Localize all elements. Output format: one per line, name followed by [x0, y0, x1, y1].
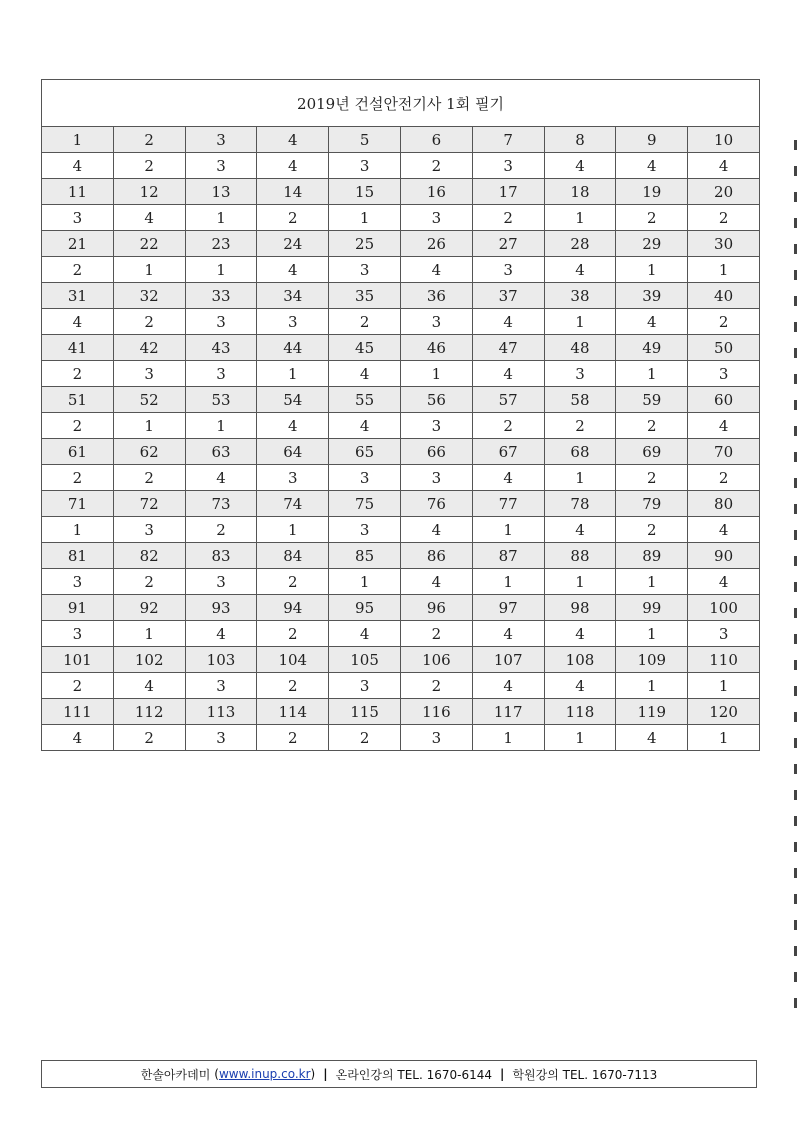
answer-value: 3 [185, 361, 257, 387]
answer-value: 2 [329, 725, 401, 751]
answer-row [42, 725, 760, 751]
question-number: 49 [616, 335, 688, 361]
question-number: 99 [616, 595, 688, 621]
question-number: 34 [257, 283, 329, 309]
question-number: 87 [472, 543, 544, 569]
question-number: 104 [257, 647, 329, 673]
question-number: 6 [400, 127, 472, 153]
question-number: 64 [257, 439, 329, 465]
answer-value: 3 [688, 361, 760, 387]
answer-row [42, 517, 760, 543]
answer-value: 4 [616, 309, 688, 335]
answer-value: 4 [400, 257, 472, 283]
answer-value: 1 [185, 257, 257, 283]
question-number: 37 [472, 283, 544, 309]
question-number: 114 [257, 699, 329, 725]
question-number: 98 [544, 595, 616, 621]
answer-value: 2 [257, 673, 329, 699]
question-number: 41 [42, 335, 114, 361]
answer-value: 1 [400, 361, 472, 387]
question-number: 106 [400, 647, 472, 673]
question-number: 13 [185, 179, 257, 205]
answer-value: 3 [329, 257, 401, 283]
answer-value: 2 [113, 725, 185, 751]
question-number: 44 [257, 335, 329, 361]
answer-value: 2 [113, 569, 185, 595]
answer-value: 4 [329, 621, 401, 647]
answer-value: 4 [472, 673, 544, 699]
answer-value: 2 [472, 413, 544, 439]
question-number: 19 [616, 179, 688, 205]
answer-value: 2 [688, 465, 760, 491]
answer-value: 1 [616, 569, 688, 595]
answer-value: 1 [329, 569, 401, 595]
answer-value: 3 [42, 621, 114, 647]
question-number: 17 [472, 179, 544, 205]
answer-value: 4 [400, 569, 472, 595]
answer-value: 1 [544, 205, 616, 231]
question-number: 69 [616, 439, 688, 465]
answer-value: 3 [185, 569, 257, 595]
question-number: 28 [544, 231, 616, 257]
answer-value: 4 [544, 153, 616, 179]
answer-value: 3 [472, 257, 544, 283]
question-number: 5 [329, 127, 401, 153]
answer-value: 1 [42, 517, 114, 543]
question-number: 30 [688, 231, 760, 257]
answer-row [42, 673, 760, 699]
question-number: 84 [257, 543, 329, 569]
answer-value: 2 [472, 205, 544, 231]
answer-value: 2 [400, 621, 472, 647]
answer-value: 4 [544, 621, 616, 647]
question-number: 52 [113, 387, 185, 413]
question-number: 27 [472, 231, 544, 257]
question-number: 93 [185, 595, 257, 621]
question-number: 22 [113, 231, 185, 257]
answer-value: 3 [329, 153, 401, 179]
page-title: 2019년 건설안전기사 1회 필기 [42, 80, 760, 127]
question-number: 4 [257, 127, 329, 153]
answer-value: 3 [185, 673, 257, 699]
footer-separator: | [323, 1067, 328, 1081]
answer-row [42, 205, 760, 231]
answer-value: 4 [329, 361, 401, 387]
question-number: 25 [329, 231, 401, 257]
answer-value: 2 [544, 413, 616, 439]
question-number-row [42, 647, 760, 673]
question-number-row [42, 595, 760, 621]
question-number: 31 [42, 283, 114, 309]
question-number: 11 [42, 179, 114, 205]
answer-value: 4 [544, 517, 616, 543]
page-edge-marks [794, 140, 800, 1040]
answer-value: 3 [400, 413, 472, 439]
answer-value: 1 [113, 621, 185, 647]
question-number: 9 [616, 127, 688, 153]
question-number: 33 [185, 283, 257, 309]
answer-value: 2 [42, 673, 114, 699]
answer-value: 2 [616, 465, 688, 491]
question-number: 3 [185, 127, 257, 153]
question-number: 20 [688, 179, 760, 205]
question-number-row [42, 179, 760, 205]
answer-value: 3 [544, 361, 616, 387]
answer-value: 4 [544, 257, 616, 283]
answer-value: 4 [113, 205, 185, 231]
question-number: 75 [329, 491, 401, 517]
question-number: 116 [400, 699, 472, 725]
question-number: 110 [688, 647, 760, 673]
answer-value: 2 [257, 725, 329, 751]
answer-value: 1 [257, 517, 329, 543]
question-number: 15 [329, 179, 401, 205]
answer-value: 3 [688, 621, 760, 647]
question-number: 111 [42, 699, 114, 725]
question-number: 79 [616, 491, 688, 517]
answer-value: 4 [472, 621, 544, 647]
question-number: 51 [42, 387, 114, 413]
answer-value: 1 [113, 257, 185, 283]
answer-value: 1 [544, 465, 616, 491]
answer-value: 4 [616, 725, 688, 751]
answer-value: 2 [185, 517, 257, 543]
question-number: 90 [688, 543, 760, 569]
footer-bar [41, 1060, 757, 1088]
question-number: 78 [544, 491, 616, 517]
question-number: 120 [688, 699, 760, 725]
answer-value: 2 [616, 413, 688, 439]
question-number: 14 [257, 179, 329, 205]
question-number: 16 [400, 179, 472, 205]
question-number-row [42, 699, 760, 725]
question-number: 57 [472, 387, 544, 413]
answer-value: 4 [472, 309, 544, 335]
question-number: 95 [329, 595, 401, 621]
answer-value: 1 [616, 673, 688, 699]
answer-value: 1 [688, 673, 760, 699]
answer-value: 4 [688, 569, 760, 595]
answer-row [42, 257, 760, 283]
answer-value: 2 [42, 361, 114, 387]
answer-value: 2 [688, 205, 760, 231]
answer-value: 1 [472, 725, 544, 751]
question-number: 21 [42, 231, 114, 257]
question-number: 32 [113, 283, 185, 309]
question-number: 97 [472, 595, 544, 621]
answer-row [42, 621, 760, 647]
question-number: 72 [113, 491, 185, 517]
question-number: 54 [257, 387, 329, 413]
answer-row [42, 361, 760, 387]
question-number: 92 [113, 595, 185, 621]
question-number: 47 [472, 335, 544, 361]
question-number: 71 [42, 491, 114, 517]
answer-row [42, 413, 760, 439]
question-number: 91 [42, 595, 114, 621]
question-number: 70 [688, 439, 760, 465]
question-number: 35 [329, 283, 401, 309]
question-number: 43 [185, 335, 257, 361]
answer-value: 4 [113, 673, 185, 699]
website-link[interactable]: www.inup.co.kr [218, 1067, 311, 1081]
answer-value: 1 [329, 205, 401, 231]
answer-value: 2 [42, 257, 114, 283]
answer-value: 2 [257, 205, 329, 231]
question-number: 60 [688, 387, 760, 413]
question-number-row [42, 335, 760, 361]
answer-value: 3 [113, 517, 185, 543]
answer-value: 4 [544, 673, 616, 699]
answer-value: 3 [257, 309, 329, 335]
question-number-row [42, 543, 760, 569]
answer-row [42, 309, 760, 335]
question-number: 73 [185, 491, 257, 517]
question-number: 56 [400, 387, 472, 413]
question-number: 62 [113, 439, 185, 465]
answer-value: 4 [400, 517, 472, 543]
answer-value: 3 [400, 309, 472, 335]
question-number: 115 [329, 699, 401, 725]
question-number: 46 [400, 335, 472, 361]
question-number: 36 [400, 283, 472, 309]
answer-value: 3 [329, 517, 401, 543]
question-number: 38 [544, 283, 616, 309]
answer-value: 1 [688, 725, 760, 751]
question-number: 50 [688, 335, 760, 361]
answer-value: 4 [688, 153, 760, 179]
question-number: 29 [616, 231, 688, 257]
answer-table-body [42, 127, 760, 751]
question-number: 119 [616, 699, 688, 725]
answer-value: 2 [113, 309, 185, 335]
question-number: 81 [42, 543, 114, 569]
question-number: 77 [472, 491, 544, 517]
question-number: 61 [42, 439, 114, 465]
answer-value: 4 [42, 153, 114, 179]
question-number: 53 [185, 387, 257, 413]
offline-phone: 학원강의 TEL. 1670-7113 [512, 1067, 658, 1082]
answer-value: 3 [329, 465, 401, 491]
answer-value: 4 [688, 413, 760, 439]
question-number: 96 [400, 595, 472, 621]
answer-value: 1 [472, 569, 544, 595]
question-number: 63 [185, 439, 257, 465]
answer-value: 2 [616, 517, 688, 543]
question-number: 39 [616, 283, 688, 309]
answer-value: 2 [113, 153, 185, 179]
answer-value: 4 [257, 153, 329, 179]
answer-value: 3 [185, 153, 257, 179]
question-number-row [42, 127, 760, 153]
question-number: 109 [616, 647, 688, 673]
answer-value: 1 [185, 205, 257, 231]
answer-value: 2 [329, 309, 401, 335]
answer-value: 3 [185, 309, 257, 335]
answer-value: 4 [616, 153, 688, 179]
answer-row [42, 465, 760, 491]
question-number: 55 [329, 387, 401, 413]
question-number: 8 [544, 127, 616, 153]
answer-value: 2 [616, 205, 688, 231]
question-number: 12 [113, 179, 185, 205]
question-number: 74 [257, 491, 329, 517]
question-number: 85 [329, 543, 401, 569]
answer-value: 2 [42, 413, 114, 439]
question-number: 42 [113, 335, 185, 361]
answer-value: 3 [400, 725, 472, 751]
answer-value: 1 [544, 725, 616, 751]
answer-value: 2 [400, 153, 472, 179]
question-number: 48 [544, 335, 616, 361]
question-number: 86 [400, 543, 472, 569]
answer-value: 4 [472, 465, 544, 491]
answer-value: 4 [257, 257, 329, 283]
answer-value: 4 [257, 413, 329, 439]
answer-value: 2 [257, 621, 329, 647]
footer-open-paren: ( [214, 1067, 219, 1081]
question-number: 1 [42, 127, 114, 153]
question-number: 18 [544, 179, 616, 205]
answer-table [41, 79, 760, 751]
question-number-row [42, 491, 760, 517]
answer-value: 2 [42, 465, 114, 491]
question-number: 80 [688, 491, 760, 517]
question-number: 112 [113, 699, 185, 725]
question-number: 94 [257, 595, 329, 621]
answer-value: 3 [400, 205, 472, 231]
academy-name: 한솔아카데미 [140, 1067, 211, 1082]
answer-value: 3 [42, 205, 114, 231]
answer-row [42, 569, 760, 595]
answer-value: 4 [185, 465, 257, 491]
answer-value: 1 [113, 413, 185, 439]
question-number: 65 [329, 439, 401, 465]
footer-separator: | [500, 1067, 505, 1081]
answer-value: 3 [257, 465, 329, 491]
online-phone: 온라인강의 TEL. 1670-6144 [335, 1067, 493, 1082]
answer-value: 4 [329, 413, 401, 439]
question-number: 40 [688, 283, 760, 309]
question-number: 23 [185, 231, 257, 257]
answer-row [42, 153, 760, 179]
question-number: 105 [329, 647, 401, 673]
answer-value: 2 [113, 465, 185, 491]
answer-value: 1 [616, 621, 688, 647]
question-number-row [42, 231, 760, 257]
answer-value: 4 [42, 725, 114, 751]
answer-value: 1 [688, 257, 760, 283]
answer-value: 3 [42, 569, 114, 595]
answer-value: 2 [257, 569, 329, 595]
question-number: 83 [185, 543, 257, 569]
answer-value: 1 [616, 257, 688, 283]
question-number: 58 [544, 387, 616, 413]
question-number: 68 [544, 439, 616, 465]
question-number-row [42, 283, 760, 309]
question-number: 88 [544, 543, 616, 569]
question-number: 118 [544, 699, 616, 725]
question-number: 100 [688, 595, 760, 621]
question-number: 107 [472, 647, 544, 673]
answer-value: 3 [472, 153, 544, 179]
question-number: 89 [616, 543, 688, 569]
answer-value: 4 [688, 517, 760, 543]
answer-value: 3 [185, 725, 257, 751]
answer-value: 3 [113, 361, 185, 387]
question-number: 26 [400, 231, 472, 257]
question-number: 101 [42, 647, 114, 673]
question-number: 45 [329, 335, 401, 361]
question-number-row [42, 439, 760, 465]
question-number: 24 [257, 231, 329, 257]
answer-value: 4 [472, 361, 544, 387]
answer-value: 1 [472, 517, 544, 543]
question-number: 108 [544, 647, 616, 673]
question-number: 76 [400, 491, 472, 517]
answer-value: 1 [616, 361, 688, 387]
answer-value: 4 [185, 621, 257, 647]
question-number: 66 [400, 439, 472, 465]
question-number: 10 [688, 127, 760, 153]
answer-value: 1 [544, 569, 616, 595]
question-number: 82 [113, 543, 185, 569]
answer-value: 4 [42, 309, 114, 335]
answer-value: 2 [400, 673, 472, 699]
question-number-row [42, 387, 760, 413]
answer-value: 1 [544, 309, 616, 335]
question-number: 59 [616, 387, 688, 413]
answer-value: 3 [400, 465, 472, 491]
question-number: 2 [113, 127, 185, 153]
answer-value: 3 [329, 673, 401, 699]
question-number: 67 [472, 439, 544, 465]
question-number: 103 [185, 647, 257, 673]
footer-close-paren: ) [310, 1067, 316, 1081]
question-number: 7 [472, 127, 544, 153]
question-number: 113 [185, 699, 257, 725]
answer-value: 1 [257, 361, 329, 387]
answer-value: 1 [185, 413, 257, 439]
question-number: 102 [113, 647, 185, 673]
answer-value: 2 [688, 309, 760, 335]
question-number: 117 [472, 699, 544, 725]
